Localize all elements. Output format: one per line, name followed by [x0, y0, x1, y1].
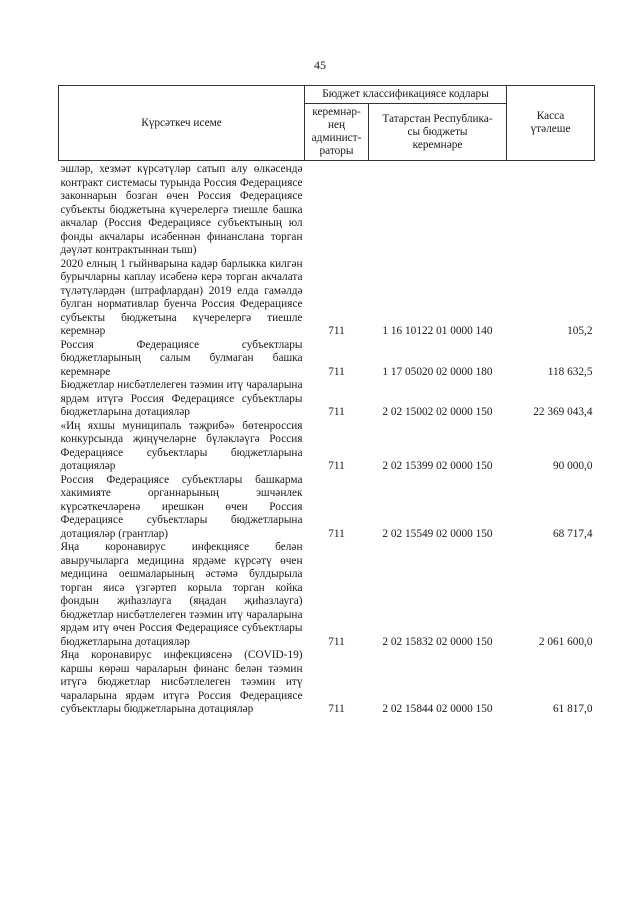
- header-cash-line: Касса: [536, 110, 565, 122]
- header-cash-execution: [507, 86, 595, 161]
- row-indicator-name: эшләр, хезмәт күрсәтүләр сатып алу өлкәсендә контракт системасы турында Россия Федерациясе законнарын бозган өчен Россия Федерациясе субъекты бюджетына күчерелергә тиешле башка акчалар (Россия Федерациясе субъектының юл фонды акчалары исәбеннән финанслана торган дәүләт контрактыннан тыш): [60, 163, 303, 256]
- header-revenue-line: сы бюджеты: [407, 125, 468, 138]
- row-indicator-name: Яңа коронавирус инфекциясенә (COVID-19) каршы көрәш чараларын финанс белән тәэмин итүгә бюджетлар нисбәтлелеген тәэмин итү чараларына ярдәм итүгә Россия Федерациясе субъектлары бюджетларына дотацияләр: [60, 649, 303, 715]
- row-budget-code: [369, 161, 507, 258]
- row-admin-code: 711: [328, 325, 345, 337]
- header-admin-line: админист-: [311, 132, 362, 144]
- row-indicator-name: Бюджетлар нисбәтлелеген тәэмин итү чараларына ярдәм итүгә Россия Федерациясе субъектлары бюджетларына дотацияләр: [60, 379, 303, 418]
- header-admin-line: раторы: [319, 145, 354, 157]
- header-revenue-administrator: [305, 104, 369, 161]
- row-cash-value: 2 061 600,0: [538, 635, 593, 648]
- row-admin-code: 711: [328, 703, 345, 715]
- table-row: [59, 420, 595, 474]
- row-indicator-name: Яңа коронавирус инфекциясе белән авыручыларга медицина ярдәме күрсәтү өчен медицина оешмаларының әстәмә булдырыла торган яисә үзгәртеп корыла торган койка фондын җиһазлауга (яңадан җиһазлауга) бюджетлар нисбәтлелеген тәэмин итү чараларына ярдәм итү өчен Россия Федерациясе субъектлары бюджетларына дотацияләр: [60, 541, 303, 648]
- table-row: [59, 649, 595, 717]
- row-indicator-name: 2020 елның 1 гыйнварына кадәр барлыкка килгән бурычларны каплау исәбенә керә торган акчалата түләтүләрдән (штрафлардан) 2019 елда гамәлдә булган нормативлар буенча Россия Федерациясе субъекты бюджетына күчерелергә тиешле керемнәр: [60, 257, 303, 337]
- row-budget-code: 2 02 15002 02 0000 150: [382, 406, 493, 418]
- row-admin-code: 711: [328, 460, 345, 472]
- row-admin-code: 711: [328, 635, 345, 648]
- row-cash-value: 61 817,0: [552, 703, 593, 715]
- row-indicator-name: «Иң яхшы муниципаль тәҗрибә» бөтенроссия конкурсында җиңүчеләрне бүләкләүгә Россия Федерациясе субъектлары бюджетларына дотацияләр: [60, 419, 303, 472]
- header-revenue-line: Татарстан Республика-: [382, 112, 493, 125]
- page-number: 45: [314, 58, 326, 72]
- header-indicator-name: Күрсәткеч исеме: [59, 86, 305, 161]
- table-row: [59, 474, 595, 542]
- table-row: [59, 161, 595, 258]
- row-admin-code: [305, 161, 369, 258]
- row-cash-value: 22 369 043,4: [533, 406, 593, 418]
- table-row: [59, 541, 595, 649]
- row-admin-code: 711: [328, 365, 345, 378]
- header-revenue-line: керемнәре: [412, 138, 463, 151]
- table-row: [59, 379, 595, 420]
- header-cash-line: үтәлеше: [530, 123, 571, 135]
- row-cash-value: 118 632,5: [547, 365, 593, 378]
- header-tatarstan-budget-revenue: [369, 104, 507, 161]
- row-budget-code: 2 02 15549 02 0000 150: [382, 527, 493, 540]
- table-row: [59, 258, 595, 339]
- header-admin-line: керемнәр-: [312, 106, 361, 118]
- header-admin-line: нең: [327, 119, 346, 131]
- row-cash-value: 68 717,4: [552, 527, 593, 540]
- row-indicator-name: Россия Федерациясе субъектлары бюджетларының салым булмаган башка керемнәре: [60, 338, 303, 378]
- row-cash-value: [507, 161, 595, 258]
- row-budget-code: 1 17 05020 02 0000 180: [382, 365, 493, 378]
- row-admin-code: 711: [328, 406, 345, 418]
- row-budget-code: 2 02 15832 02 0000 150: [382, 635, 493, 648]
- budget-classification-table: [58, 85, 595, 717]
- row-budget-code: 2 02 15399 02 0000 150: [382, 460, 493, 472]
- row-cash-value: 105,2: [567, 325, 593, 337]
- row-budget-code: 1 16 10122 01 0000 140: [382, 325, 493, 337]
- table-row: [59, 339, 595, 380]
- row-indicator-name: Россия Федерациясе субъектлары башкарма хакимияте органнарының эшчәнлек күрсәткечләренә ирешкән өчен Россия Федерациясе субъектлары бюджетларына дотацияләр (грантлар): [60, 473, 303, 540]
- row-budget-code: 2 02 15844 02 0000 150: [382, 703, 493, 715]
- row-admin-code: 711: [328, 527, 345, 540]
- header-budget-classification-codes: Бюджет классификациясе кодлары: [305, 86, 507, 104]
- row-cash-value: 90 000,0: [552, 460, 593, 472]
